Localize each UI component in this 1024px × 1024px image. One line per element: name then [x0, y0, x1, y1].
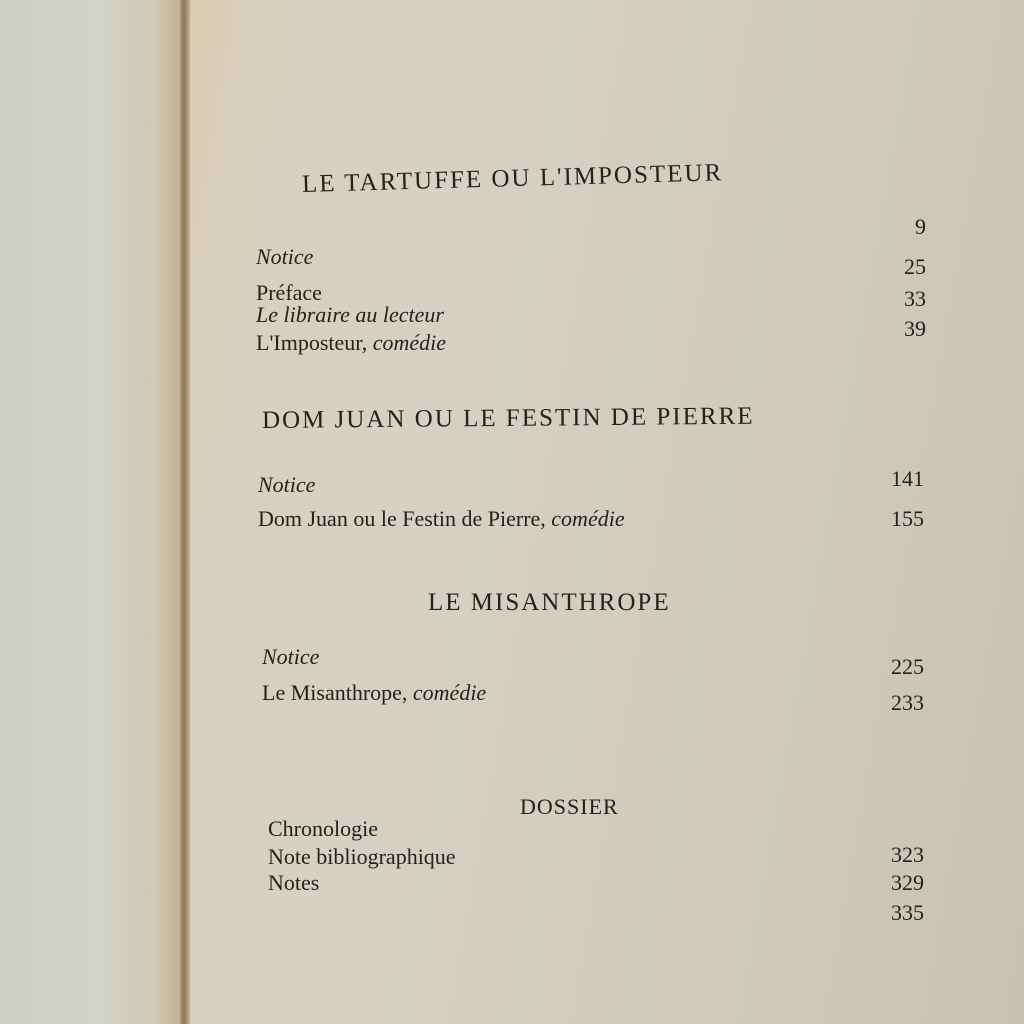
toc-entry-preface: Préface — [256, 280, 322, 305]
section-heading-dom-juan: DOM JUAN OU LE FESTIN DE PIERRE — [261, 402, 755, 434]
page-number: 225 — [891, 654, 924, 679]
section-heading-tartuffe: LE TARTUFFE OU L'IMPOSTEUR — [301, 159, 724, 198]
page-number: 335 — [891, 900, 924, 925]
entry-title: L'Imposteur, — [256, 330, 368, 355]
page-number: 155 — [891, 506, 924, 531]
toc-entry-imposteur — [256, 332, 446, 354]
page-number: 233 — [891, 690, 924, 715]
entry-genre: comédie — [551, 506, 625, 531]
entry-title: Dom Juan ou le Festin de Pierre, — [258, 506, 546, 531]
page-number: 33 — [904, 286, 926, 311]
toc-entry-notice: Notice — [258, 472, 316, 497]
entry-genre: comédie — [372, 330, 447, 355]
section-heading-misanthrope: LE MISANTHROPE — [428, 589, 671, 616]
toc-entry-chronologie: Chronologie — [268, 816, 378, 841]
toc-entry-notice: Notice — [256, 244, 314, 269]
toc-entry-libraire: Le libraire au lecteur — [256, 302, 444, 327]
page-number: 329 — [891, 870, 924, 895]
book-gutter — [180, 0, 190, 1024]
toc-entry-dom-juan — [258, 508, 625, 530]
entry-title: Le Misanthrope, — [262, 680, 408, 705]
left-page — [0, 0, 184, 1024]
section-heading-dossier: DOSSIER — [520, 794, 619, 819]
toc-entry-notice: Notice — [262, 644, 320, 669]
toc-entry-misanthrope — [262, 682, 486, 704]
toc-entry-note-bibliographique: Note bibliographique — [268, 844, 456, 869]
page-number: 141 — [891, 466, 924, 491]
page-number: 39 — [904, 316, 926, 341]
page-number: 323 — [891, 842, 924, 867]
toc-entry-notes: Notes — [268, 870, 320, 895]
page-number: 9 — [915, 214, 926, 239]
entry-genre: comédie — [412, 680, 487, 705]
page-number: 25 — [904, 254, 926, 279]
